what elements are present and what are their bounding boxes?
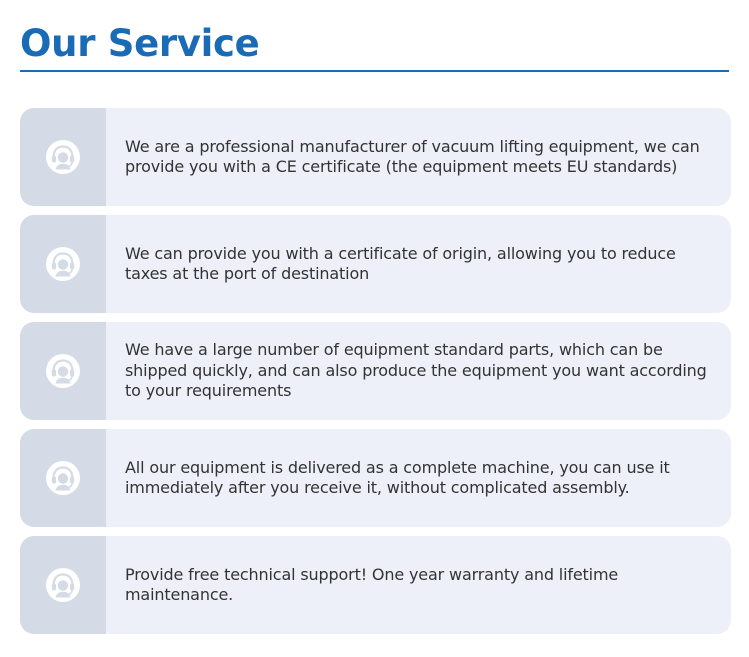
service-list [20, 108, 731, 643]
page-header [20, 18, 729, 72]
service-icon-panel [20, 108, 106, 206]
service-icon-panel [20, 429, 106, 527]
customer-service-headset-icon [43, 565, 83, 605]
service-card [20, 429, 731, 527]
service-icon-panel [20, 322, 106, 420]
service-icon-panel [20, 215, 106, 313]
service-text-panel [106, 215, 731, 313]
customer-service-headset-icon [43, 137, 83, 177]
page-title: Our Service [20, 22, 260, 65]
customer-service-headset-icon [43, 351, 83, 391]
service-text-panel [106, 429, 731, 527]
service-text-panel [106, 536, 731, 634]
title-underline [20, 70, 729, 72]
service-text: All our equipment is delivered as a complete machine, you can use it immediately after you receive it, without complicated assembly. [125, 457, 670, 497]
service-card [20, 322, 731, 420]
service-text: We can provide you with a certificate of origin, allowing you to reduce taxes at the port of destination [125, 243, 676, 283]
service-card [20, 108, 731, 206]
customer-service-headset-icon [43, 244, 83, 284]
service-text: We are a professional manufacturer of vacuum lifting equipment, we can provide you with a CE certificate (the equipment meets EU standards) [125, 136, 700, 176]
service-text-panel [106, 108, 731, 206]
service-text: We have a large number of equipment standard parts, which can be shipped quickly, and can also produce the equipment you want according to your requirements [125, 340, 707, 401]
service-card [20, 536, 731, 634]
customer-service-headset-icon [43, 458, 83, 498]
service-icon-panel [20, 536, 106, 634]
service-text: Provide free technical support! One year warranty and lifetime maintenance. [125, 564, 619, 604]
service-card [20, 215, 731, 313]
service-text-panel [106, 322, 731, 420]
